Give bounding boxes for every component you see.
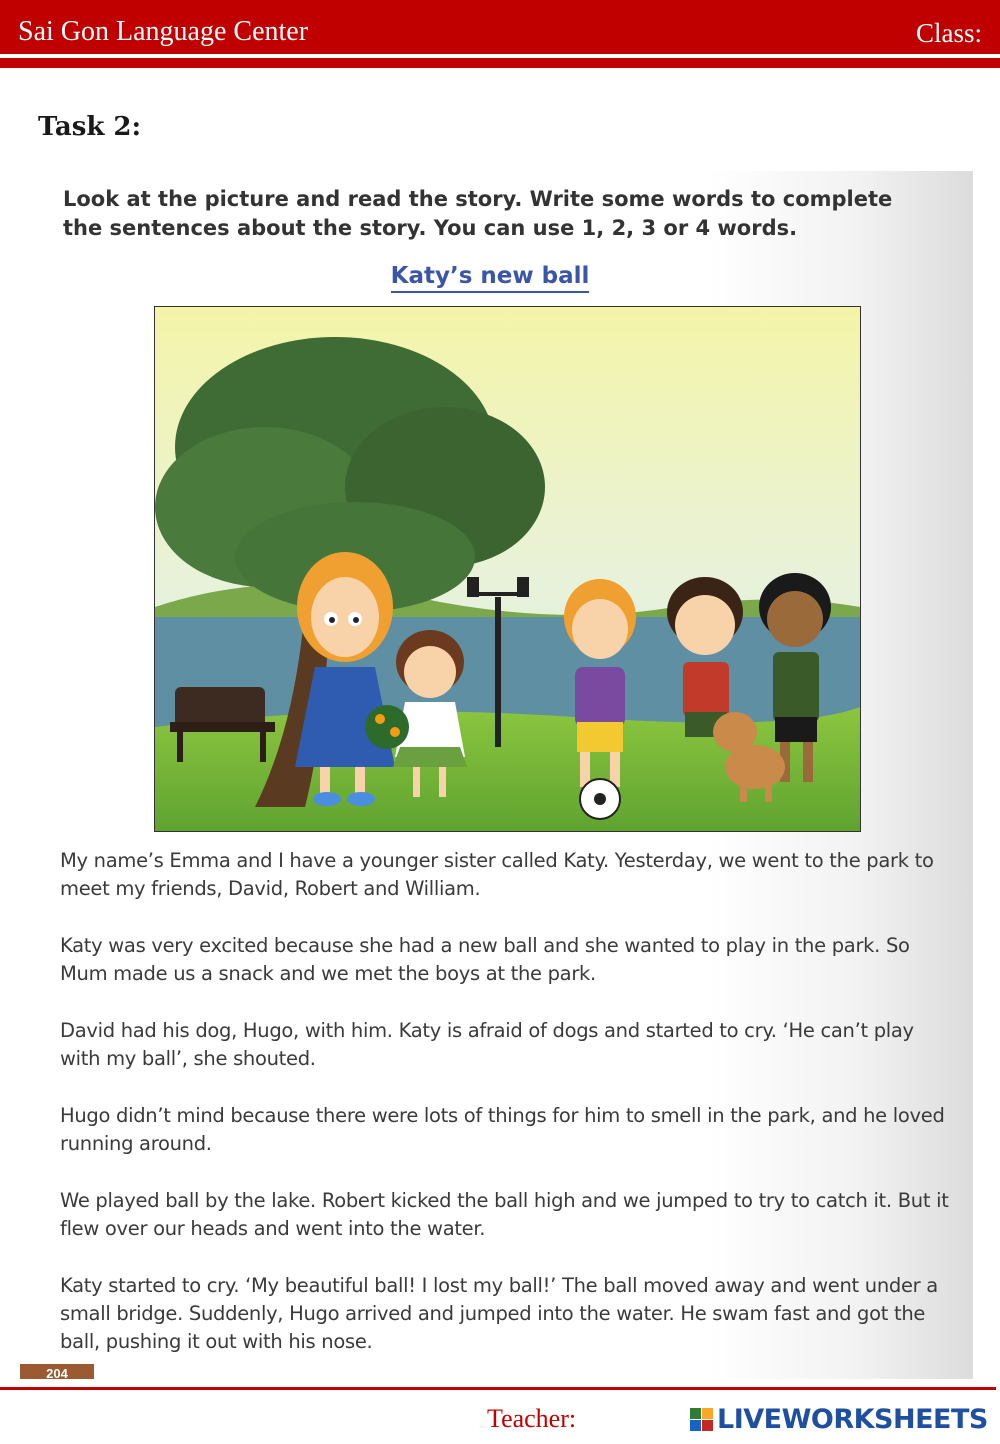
logo-grid-icon bbox=[690, 1408, 713, 1431]
liveworksheets-logo bbox=[690, 1404, 988, 1435]
story-paragraph: My name’s Emma and I have a younger sister called Katy. Yesterday, we went to the park to meet my friends, David, Robert and William. bbox=[60, 849, 934, 900]
story-paragraph: Katy was very excited because she had a new ball and she wanted to play in the park. So Mum made us a snack and we met the boys at the park. bbox=[60, 934, 910, 985]
brand-name: LIVEWORKSHEETS bbox=[717, 1404, 988, 1435]
class-label: Class: bbox=[915, 18, 982, 48]
header-bar bbox=[0, 0, 1000, 54]
footer-divider bbox=[0, 1387, 996, 1390]
story-title bbox=[20, 263, 960, 289]
teacher-label: Teacher: bbox=[487, 1404, 577, 1433]
header-divider bbox=[0, 58, 1000, 68]
instruction-text: Look at the picture and read the story. Write some words to complete the sentences about the story. You can use 1, 2, 3 or 4 words. bbox=[63, 187, 893, 240]
task-title: Task 2: bbox=[38, 112, 142, 142]
story-paragraph: David had his dog, Hugo, with him. Katy is afraid of dogs and started to cry. ‘He can’t play with my ball’, she shouted. bbox=[60, 1019, 914, 1070]
center-name: Sai Gon Language Center bbox=[18, 16, 309, 47]
worksheet-page bbox=[20, 171, 973, 1379]
page-number: 204 bbox=[20, 1364, 94, 1379]
story-text bbox=[60, 847, 950, 1379]
story-paragraph: We played ball by the lake. Robert kicked the ball high and we jumped to try to catch it. But it flew over our heads and went into the water. bbox=[60, 1189, 949, 1240]
story-paragraph: Katy started to cry. ‘My beautiful ball! I lost my ball!’ The ball moved away and went under a small bridge. Suddenly, Hugo arrived and jumped into the water. He swam fast and got the ball, pushing it out with his nose. bbox=[60, 1274, 938, 1353]
story-paragraph: Hugo didn’t mind because there were lots of things for him to smell in the park, and he loved running around. bbox=[60, 1104, 945, 1155]
story-illustration bbox=[154, 306, 861, 832]
park-scene-illustration bbox=[155, 307, 860, 831]
story-title-text: Katy’s new ball bbox=[391, 263, 590, 293]
